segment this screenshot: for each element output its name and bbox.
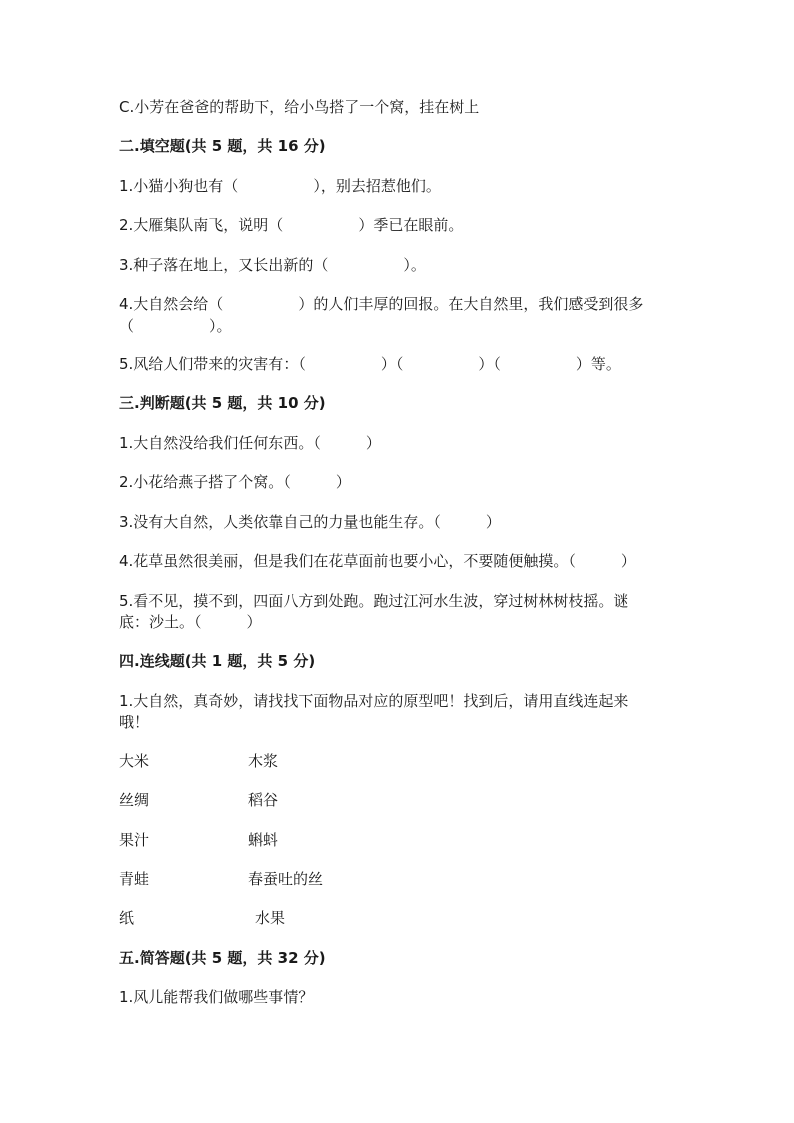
matching-left-item: 纸	[119, 909, 135, 927]
fill-blank-q3: 3.种子落在地上，又长出新的（ ）。	[119, 256, 426, 274]
matching-q1-line2: 哦！	[119, 713, 150, 731]
section-matching-heading: 四.连线题(共 1 题，共 5 分)	[119, 652, 316, 670]
section-short-answer-heading: 五.简答题(共 5 题，共 32 分)	[119, 949, 326, 967]
true-false-q3: 3.没有大自然，人类依靠自己的力量也能生存。（ ）	[119, 513, 501, 531]
matching-right-item: 木浆	[248, 752, 279, 770]
matching-left-item: 大米	[119, 752, 150, 770]
matching-q1-line1: 1.大自然，真奇妙，请找找下面物品对应的原型吧！找到后，请用直线连起来	[119, 692, 629, 710]
matching-right-item: 蝌蚪	[248, 831, 279, 849]
intro-option-c: C.小芳在爸爸的帮助下，给小鸟搭了一个窝，挂在树上	[119, 98, 480, 116]
matching-left-item: 青蛙	[119, 870, 150, 888]
matching-left-item: 丝绸	[119, 791, 150, 809]
matching-right-item: 稻谷	[248, 791, 279, 809]
fill-blank-q5: 5.风给人们带来的灾害有：（ ）（ ）（ ）等。	[119, 355, 621, 373]
fill-blank-q1: 1.小猫小狗也有（ ），别去招惹他们。	[119, 177, 441, 195]
matching-right-item: 水果	[255, 909, 286, 927]
true-false-q2: 2.小花给燕子搭了个窝。（ ）	[119, 473, 351, 491]
true-false-q5-line1: 5.看不见，摸不到，四面八方到处跑。跑过江河水生波，穿过树林树枝摇。谜	[119, 592, 629, 610]
section-fill-blank-heading: 二.填空题(共 5 题，共 16 分)	[119, 137, 326, 155]
true-false-q4: 4.花草虽然很美丽，但是我们在花草面前也要小心，不要随便触摸。（ ）	[119, 552, 636, 570]
fill-blank-q4-line1: 4.大自然会给（ ）的人们丰厚的回报。在大自然里，我们感受到很多	[119, 295, 644, 313]
short-answer-q1: 1.风儿能帮我们做哪些事情？	[119, 988, 314, 1006]
fill-blank-q2: 2.大雁集队南飞，说明（ ）季已在眼前。	[119, 216, 464, 234]
true-false-q1: 1.大自然没给我们任何东西。（ ）	[119, 434, 381, 452]
true-false-q5-line2: 底：沙土。（ ）	[119, 613, 262, 631]
matching-left-item: 果汁	[119, 831, 150, 849]
section-true-false-heading: 三.判断题(共 5 题，共 10 分)	[119, 394, 326, 412]
fill-blank-q4-line2: （ ）。	[119, 317, 232, 335]
matching-right-item: 春蚕吐的丝	[248, 870, 324, 888]
